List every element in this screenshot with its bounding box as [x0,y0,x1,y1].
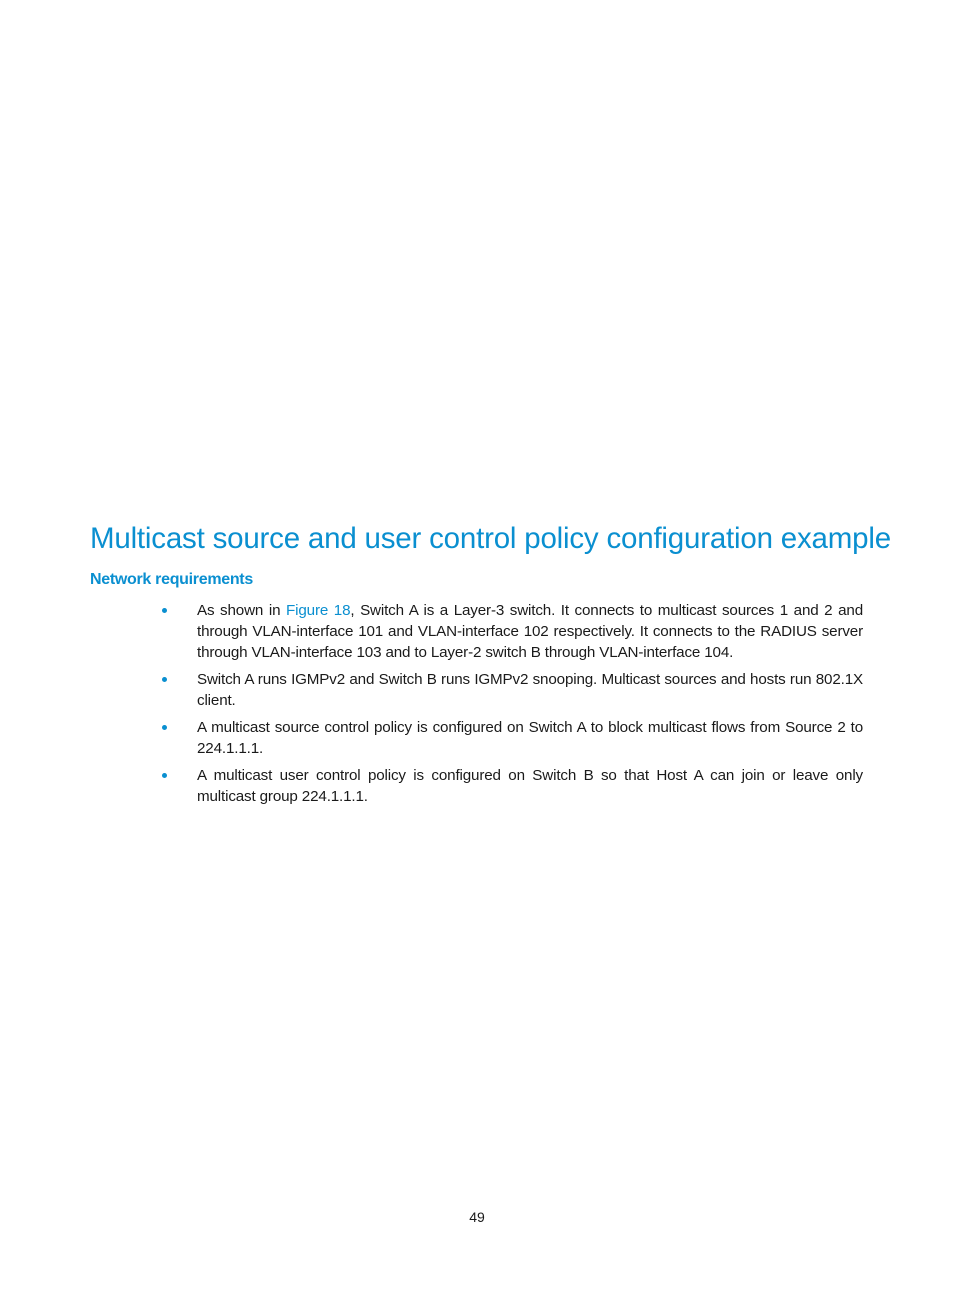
list-item-text: As shown in [197,602,286,619]
figure-18-link[interactable]: Figure 18 [286,602,351,619]
section-heading-network-requirements: Network requirements [90,571,253,588]
bullet-icon [162,608,167,613]
list-item-text: A multicast user control policy is configured on Switch B so that Host A can join or leave only multicast group 224.1.1.1. [197,767,863,805]
list-item-text: Switch A runs IGMPv2 and Switch B runs IGMPv2 snooping. Multicast sources and hosts run 802.1X client. [197,671,863,709]
list-item [162,765,863,807]
list-item [162,669,863,711]
list-item [162,717,863,759]
list-item-text: A multicast source control policy is configured on Switch A to block multicast flows from Source 2 to 224.1.1.1. [197,719,863,757]
list-item-text: , Switch A is a Layer-3 switch. It connects to multicast sources 1 and 2 and through VLAN-interface 101 and VLAN-interface 102 respectively. It connects to the RADIUS server through VLAN-interface 103 and to Layer-2 switch B through VLAN-interface 104. [197,602,863,661]
bullet-icon [162,677,167,682]
bullet-icon [162,725,167,730]
requirements-list [162,600,863,813]
bullet-icon [162,773,167,778]
page-title: Multicast source and user control policy configuration example [90,522,891,555]
list-item [162,600,863,663]
page-number: 49 [469,1209,485,1225]
